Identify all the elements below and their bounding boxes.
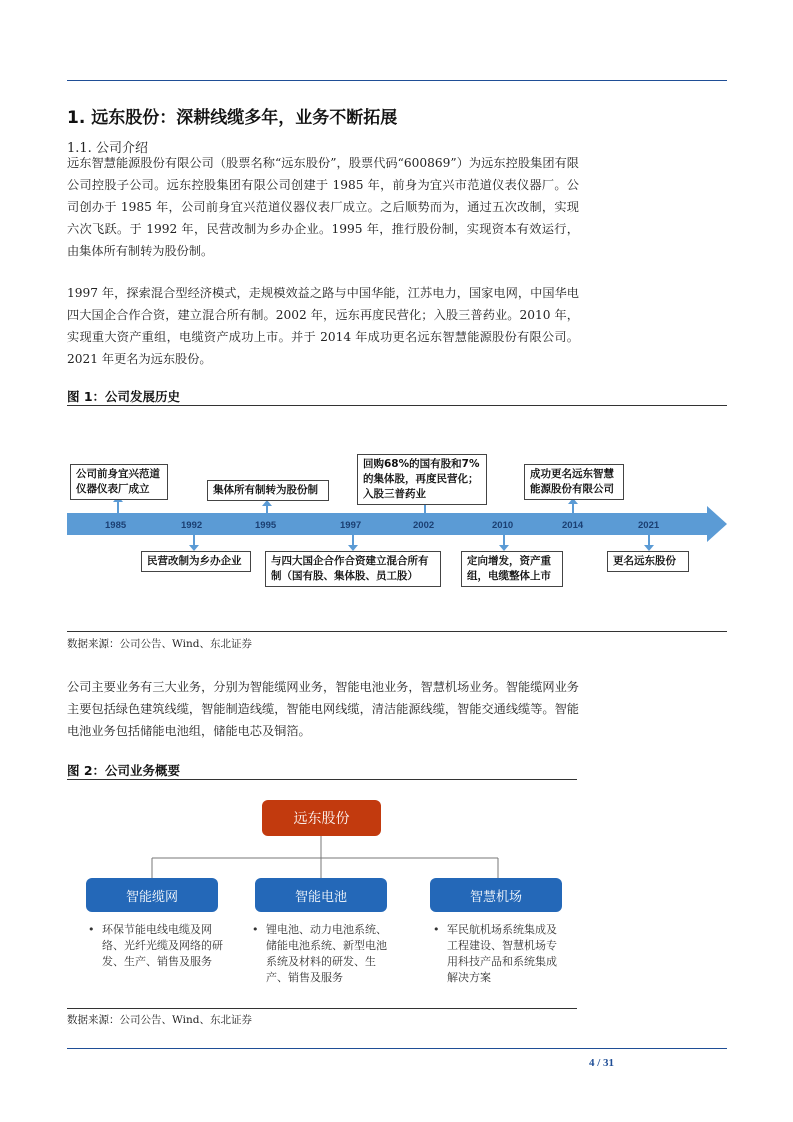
paragraph-history: 1997 年，探索混合型经济模式，走规模效益之路与中国华能，江苏电力，国家电网，中国华电四大国企合作合资，建立混合所有制。2002 年，远东再度民营化；入股三普药业。2010 年，实现重大资产重组，电缆资产成功上市。并于 2014 年成功更名远东智慧能源股份有限公司。2021 年更名为远东股份。 [67,286,579,366]
bullet-icon: • [252,923,259,936]
event-1997: 与四大国企合作合资建立混合所有制（国有股、集体股、员工股） [265,551,441,587]
figure2-title: 图 2：公司业务概要 [67,763,181,778]
event-1985: 公司前身宜兴范道仪器仪表厂成立 [70,464,168,500]
year-label: 2014 [562,520,584,531]
event-1995: 集体所有制转为股份制 [207,480,329,501]
page-number: 4 / 31 [589,1057,615,1069]
diagram-desc-battery: • 锂电池、动力电池系统、储能电池系统、新型电池系统及材料的研发、生产、销售及服务 [252,923,387,984]
header-rule [67,80,727,81]
figure2-bottom-rule [67,1008,577,1009]
figure1-top-rule [67,405,727,406]
diagram-branch-cable: 智能缆网 [86,878,218,912]
diagram-desc-cable: • 环保节能电线电缆及网络、光纤光缆及网络的研发、生产、销售及服务 [88,923,223,968]
diagram-branch-battery: 智能电池 [255,878,387,912]
diagram-branch-airport: 智慧机场 [430,878,562,912]
subsection-title: 1.1. 公司介绍 [67,141,148,156]
figure1-bottom-rule [67,631,727,632]
event-2014: 成功更名远东智慧能源股份有限公司 [524,464,624,500]
event-1992: 民营改制为乡办企业 [141,551,251,572]
diagram-desc-airport: • 军民航机场系统集成及工程建设、智慧机场专用科技产品和系统集成解决方案 [433,923,557,984]
figure1-source: 数据来源：公司公告、Wind、东北证券 [67,638,252,650]
event-2010: 定向增发，资产重组，电缆整体上市 [461,551,563,587]
paragraph-business: 公司主要业务有三大业务，分别为智能缆网业务，智能电池业务，智慧机场业务。智能缆网业务主要包括绿色建筑线缆，智能制造线缆，智能电网线缆，清洁能源线缆，智能交通线缆等。智能电池业务包括储能电池组，储能电芯及铜箔。 [67,680,579,738]
timeline-arrow [67,410,727,630]
event-2002: 回购68%的国有股和7%的集体股，再度民营化；入股三普药业 [357,454,487,505]
year-label: 2002 [413,520,435,531]
figure1-title: 图 1：公司发展历史 [67,389,181,404]
year-label: 1997 [340,520,362,531]
paragraph-intro: 远东智慧能源股份有限公司（股票名称“远东股份”，股票代码“600869”）为远东控股集团有限公司控股子公司。远东控股集团有限公司创建于 1985 年，前身为宜兴市范道仪表仪器厂。公司创办于 1985 年，公司前身宜兴范道仪器仪表厂成立。之后顺势而为，通过五次改制，实现六次飞跃。于 1992 年，民营改制为乡办企业。1995 年，推行股份制，实现资本有效运行，由集体所有制转为股份制。 [67,156,579,258]
diagram-root: 远东股份 [262,800,381,836]
bullet-icon: • [88,923,95,936]
year-label: 2010 [492,520,514,531]
bullet-icon: • [433,923,440,936]
year-label: 1985 [105,520,127,531]
event-2021: 更名远东股份 [607,551,689,572]
year-label: 1995 [255,520,277,531]
footer-rule [67,1048,727,1049]
year-label: 2021 [638,520,660,531]
figure2-source: 数据来源：公司公告、Wind、东北证券 [67,1014,252,1026]
section-title: 1. 远东股份：深耕线缆多年，业务不断拓展 [67,108,398,128]
year-label: 1992 [181,520,203,531]
figure1-timeline [67,410,727,630]
